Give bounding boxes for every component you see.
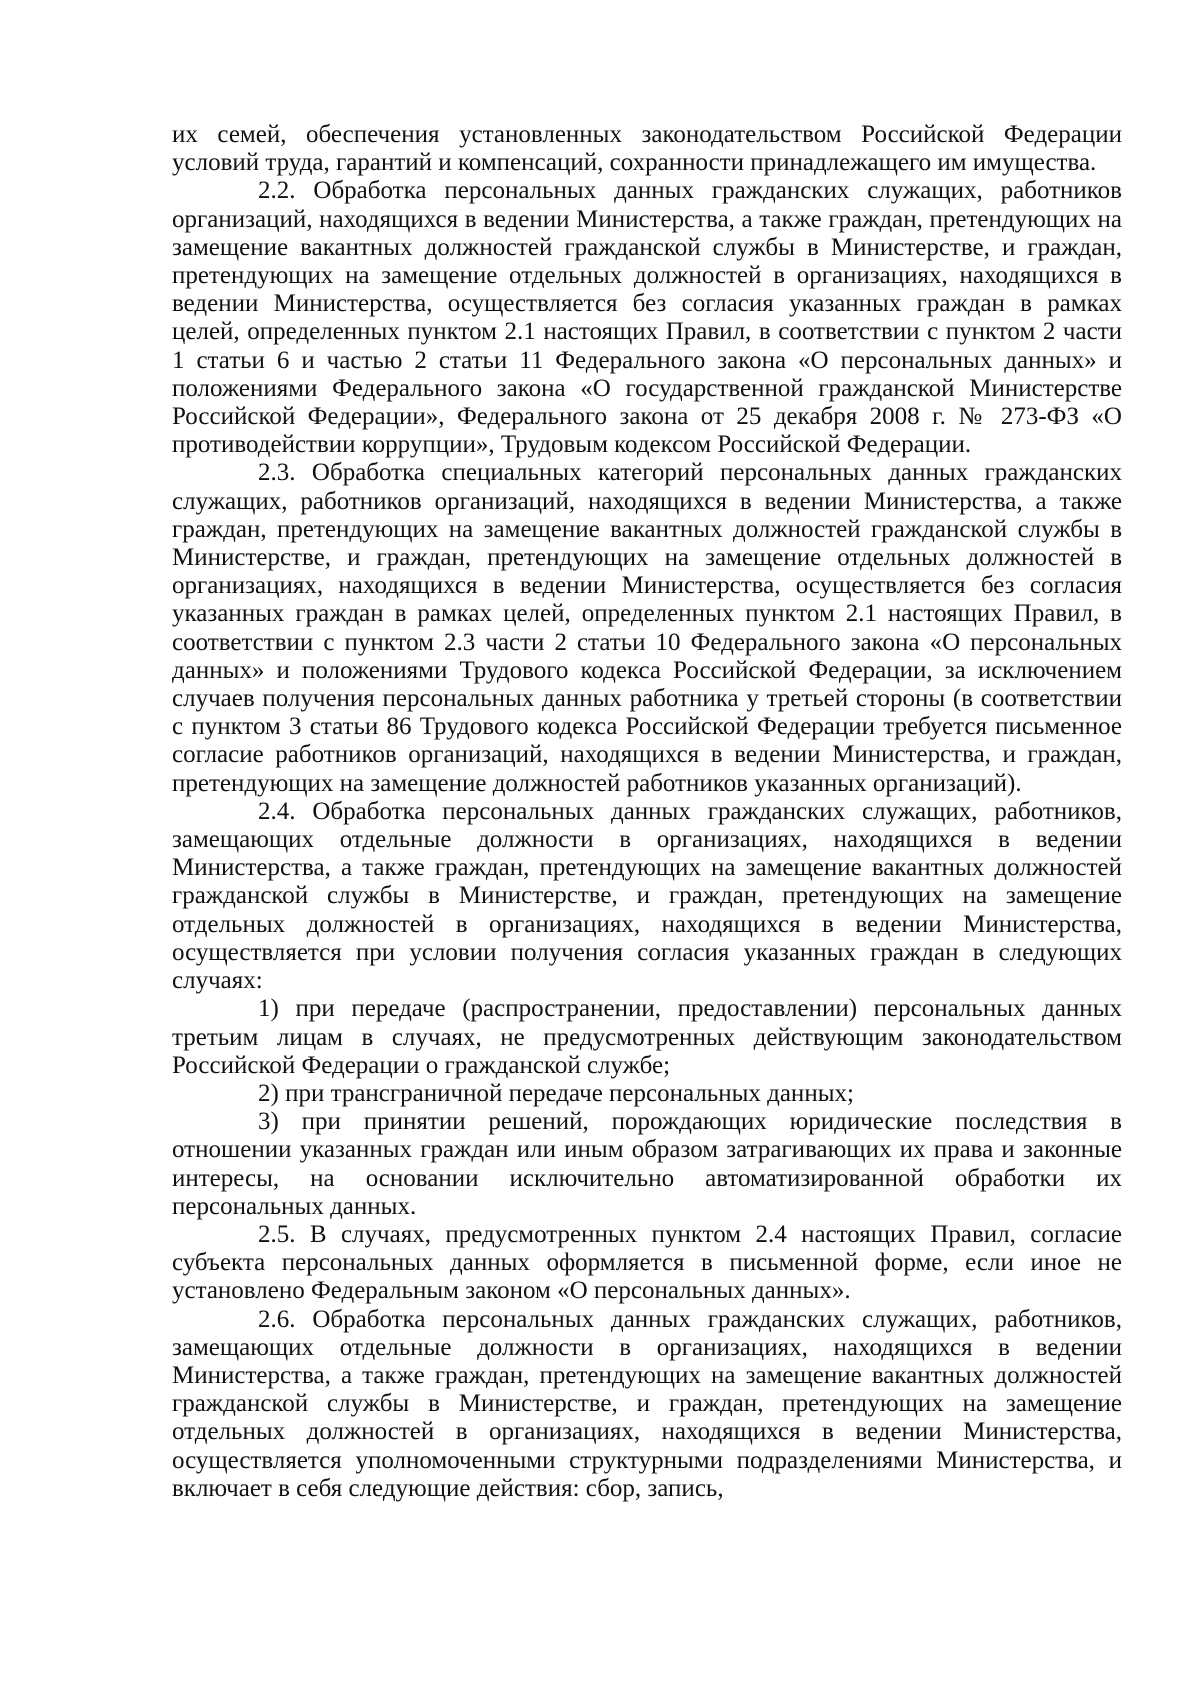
list-item-1: 1) при передаче (распространении, предоставлении) персональных данных третьим лицам в случаях, не предусмотренных действующим законодательством Российской Федерации о гражданской службе; xyxy=(172,995,1122,1079)
paragraph-2-5: 2.5. В случаях, предусмотренных пунктом 2.4 настоящих Правил, согласие субъекта персональных данных оформляется в письменной форме, если иное не установлено Федеральным законом «О персональных данных». xyxy=(172,1220,1122,1305)
paragraph-2-4: 2.4. Обработка персональных данных гражданских служащих, работников, замещающих отдельные должности в организациях, находящихся в ведении Министерства, а также граждан, претендующих на замещение вакантных должностей гражданской службы в Министерстве, и граждан, претендующих на замещение отдельных должностей в организациях, находящихся в ведении Министерства, осуществляется при условии получения согласия указанных граждан в следующих случаях: xyxy=(172,797,1122,995)
paragraph-2-3: 2.3. Обработка специальных категорий персональных данных гражданских служащих, работников организаций, находящихся в ведении Министерства, а также граждан, претендующих на замещение вакантных должностей гражданской службы в Министерстве, и граждан, претендующих на замещение отдельных должностей в организациях, находящихся в ведении Министерства, осуществляется без согласия указанных граждан в рамках целей, определенных пунктом 2.1 настоящих Правил, в соответствии с пунктом 2.3 части 2 статьи 10 Федерального закона «О персональных данных» и положениями Трудового кодекса Российской Федерации, за исключением случаев получения персональных данных работника у третьей стороны (в соответствии с пунктом 3 статьи 86 Трудового кодекса Российской Федерации требуется письменное согласие работников организаций, находящихся в ведении Министерства, и граждан, претендующих на замещение должностей работников указанных организаций). xyxy=(172,459,1122,797)
list-item-2: 2) при трансграничной передаче персональных данных; xyxy=(258,1079,854,1107)
paragraph-2-6: 2.6. Обработка персональных данных гражданских служащих, работников, замещающих отдельные должности в организациях, находящихся в ведении Министерства, а также граждан, претендующих на замещение вакантных должностей гражданской службы в Министерстве, и граждан, претендующих на замещение отдельных должностей в организациях, находящихся в ведении Министерства, осуществляется уполномоченными структурными подразделениями Министерства, и включает в себя следующие действия: сбор, запись, xyxy=(172,1305,1122,1502)
list-item-3: 3) при принятии решений, порождающих юридические последствия в отношении указанных граждан или иным образом затрагивающих их права и законные интересы, на основании исключительно автоматизированной обработки их персональных данных. xyxy=(172,1108,1122,1220)
document-page xyxy=(172,121,1122,1503)
paragraph-2-2: 2.2. Обработка персональных данных гражданских служащих, работников организаций, находящихся в ведении Министерства, а также граждан, претендующих на замещение вакантных должностей гражданской службы в Министерстве, и граждан, претендующих на замещение отдельных должностей в организациях, находящихся в ведении Министерства, осуществляется без согласия указанных граждан в рамках целей, определенных пунктом 2.1 настоящих Правил, в соответствии с пунктом 2 части 1 статьи 6 и частью 2 статьи 11 Федерального закона «О персональных данных» и положениями Федерального закона «О государственной гражданской Министерстве Российской Федерации», Федерального закона от 25 декабря 2008 г. № 273-ФЗ «О противодействии коррупции», Трудовым кодексом Российской Федерации. xyxy=(172,177,1122,459)
paragraph-continuation: их семей, обеспечения установленных законодательством Российской Федерации условий труда, гарантий и компенсаций, сохранности принадлежащего им имущества. xyxy=(172,121,1122,177)
